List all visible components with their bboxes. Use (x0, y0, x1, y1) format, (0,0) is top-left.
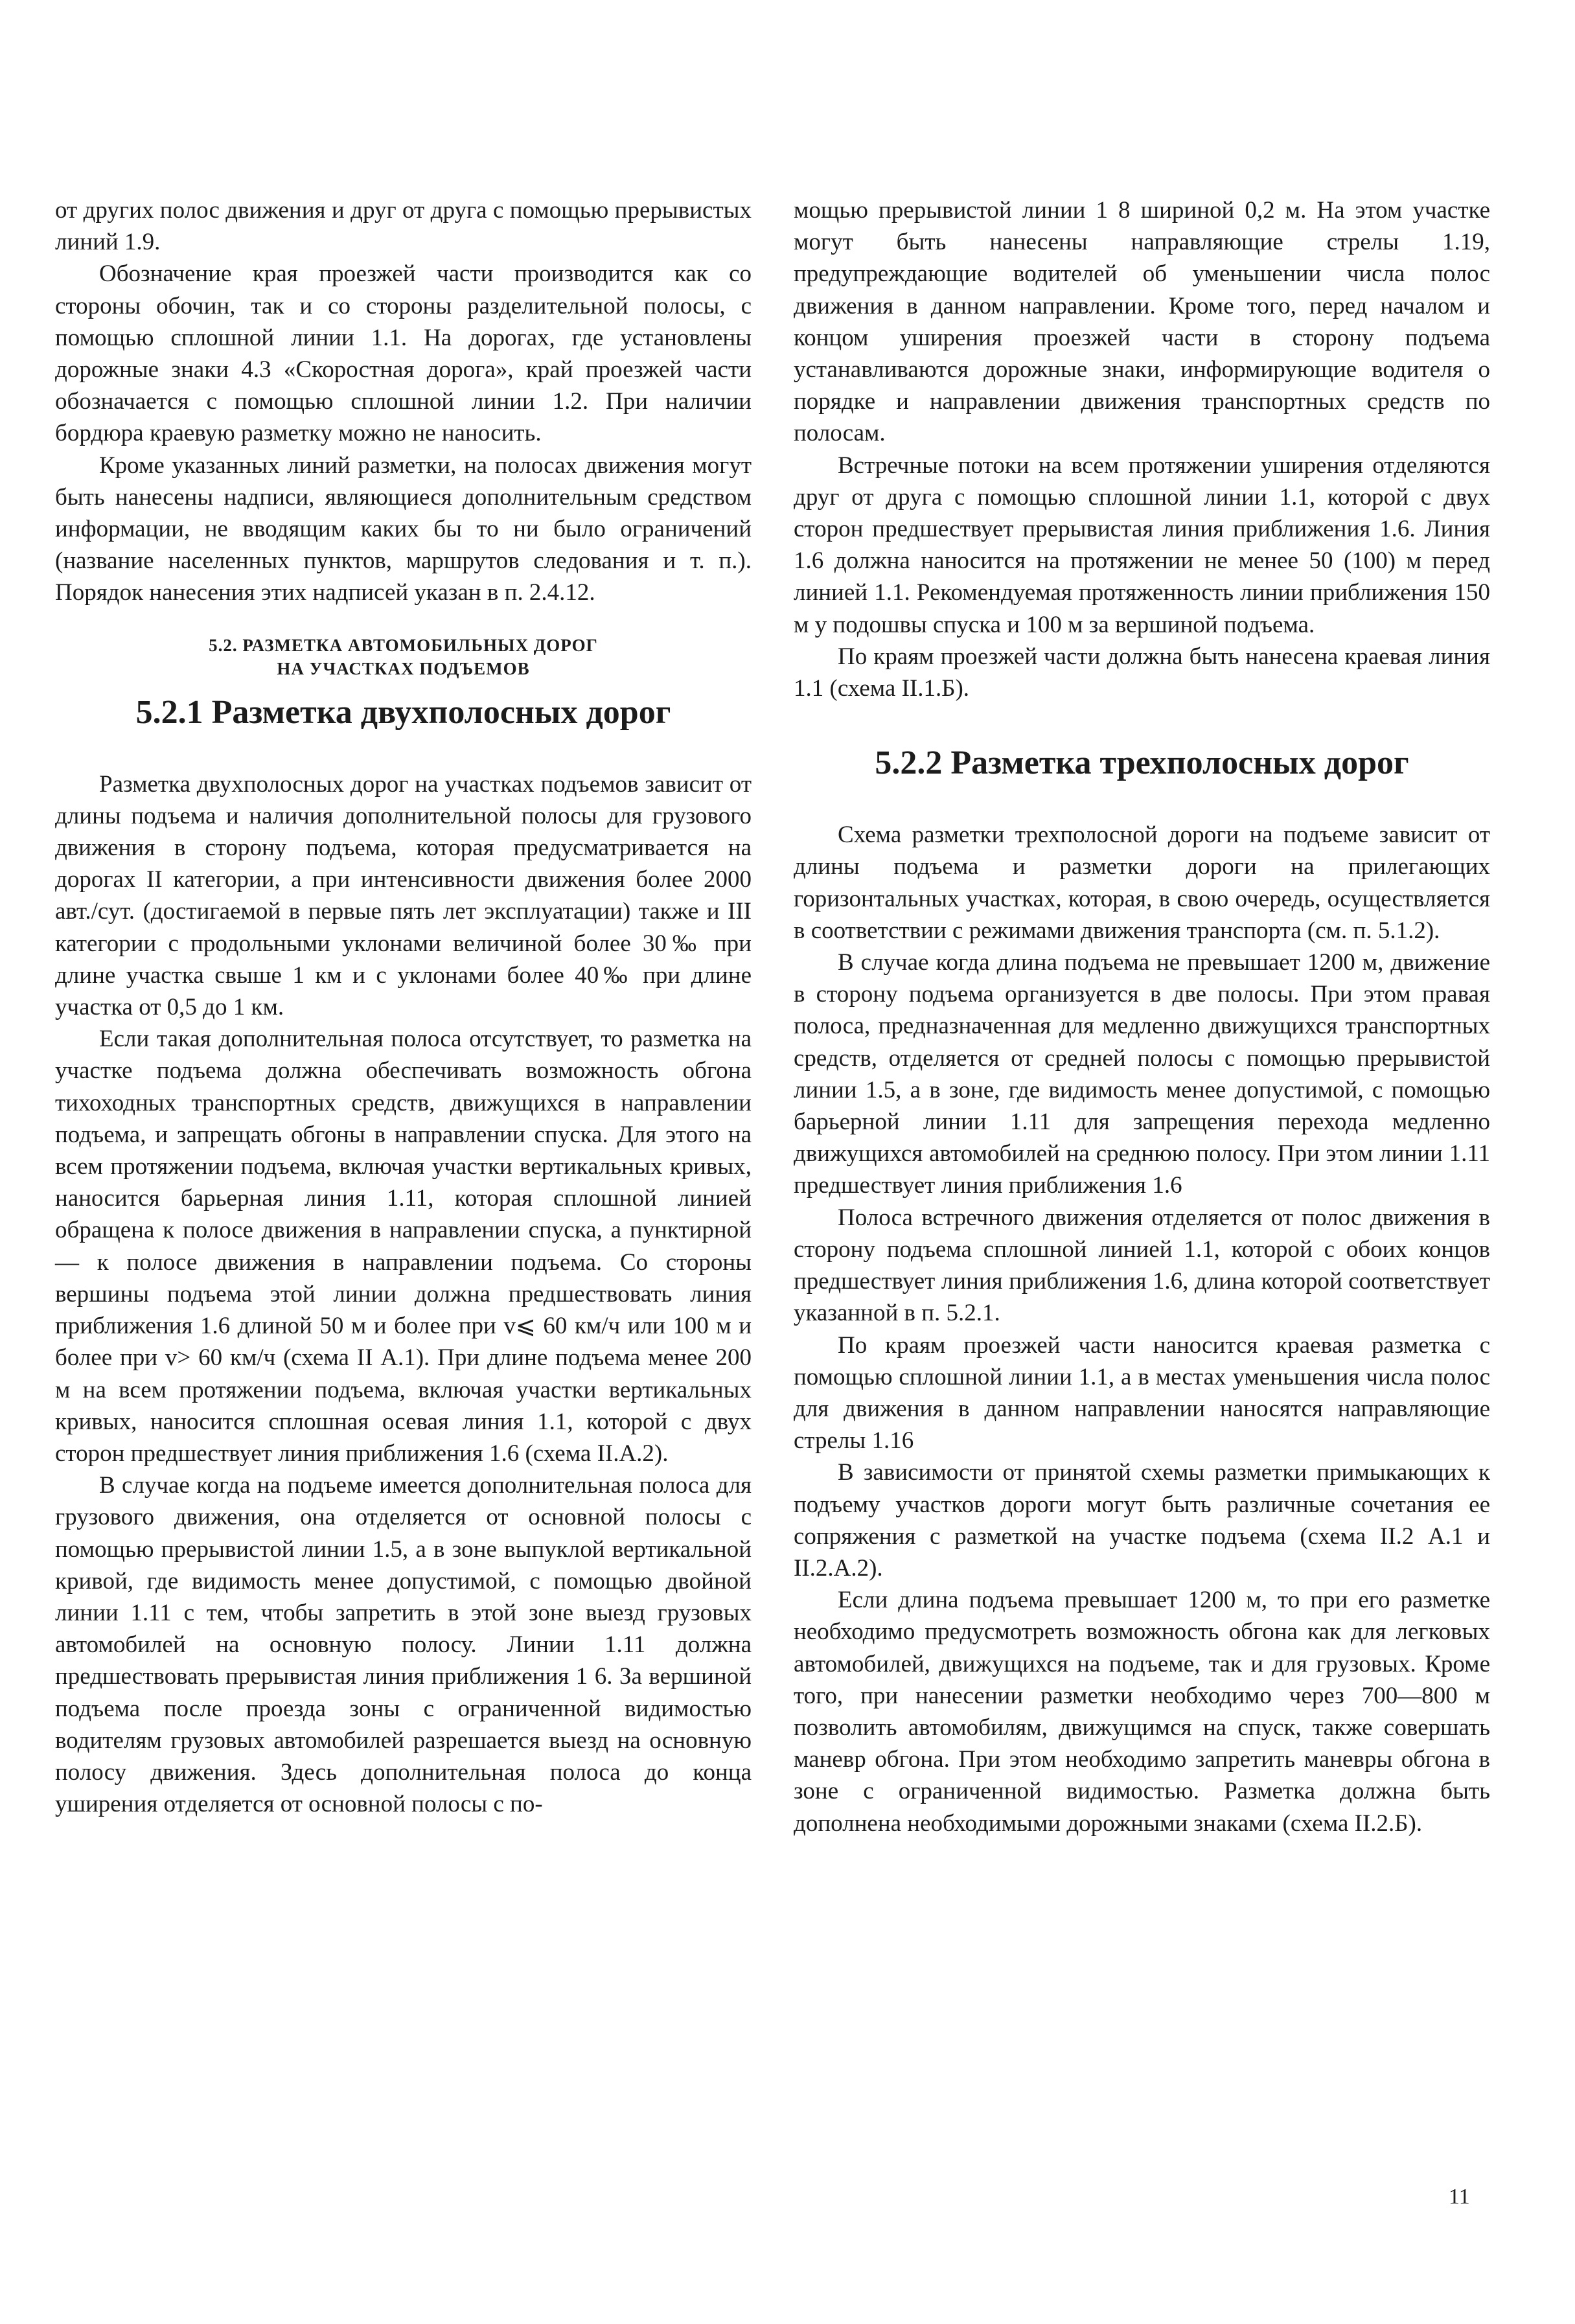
paragraph: мощью прерывистой линии 1 8 шириной 0,2 м. На этом участке могут быть нанесены направляющие стрелы 1.19, предупреждающие водителей об уменьшении числа полос движения в данном направлении. Кроме того, перед началом и концом уширения проезжей части в сторону подъема устанавливаются дорожные знаки, информирующие водителя о порядке и направлении движения транспортных средств по полосам. (794, 197, 1490, 447)
paragraph: Разметка двухполосных дорог на участках подъемов зависит от длины подъема и наличия дополнительной полосы для грузового движения в сторону подъема, которая предусматривается на дорогах II категории, а при интенсивности движения более 2000 авт./сут. (достигаемой в первые пять лет эксплуатации) также и III категории с продольными уклонами величиной более 30‰ при длине участка свыше 1 км и с уклонами более 40‰ при длине участка от 0,5 до 1 км. (55, 770, 752, 1021)
section-heading (55, 634, 752, 680)
paragraph: По краям проезжей части должна быть нанесена краевая линия 1.1 (схема II.1.Б). (794, 643, 1490, 702)
paragraph: В случае когда на подъеме имеется дополнительная полоса для грузового движения, она отделяется от основной полосы с помощью прерывистой линии 1.5, а в зоне выпуклой вертикальной кривой, где видимость менее допустимой, с помощью двойной линии 1.11 с тем, чтобы запретить в этой зоне выезд грузовых автомобилей на основную полосу. Линии 1.11 должна предшествовать прерывистая линия приближения 1 6. За вершиной подъема после проезда зоны с ограниченной видимостью водителям грузовых автомобилей разрешается выезд на основную полосу движения. Здесь дополнительная полоса до конца уширения отделяется от основной полосы с по- (55, 1472, 752, 1818)
paragraph: Если длина подъема превышает 1200 м, то при его разметке необходимо предусмотреть возможность обгона как для легковых автомобилей, движущихся на подъеме, так и для грузовых. Кроме того, при нанесении разметки необходимо через 700—800 м позволить автомобилям, движущимся на спуск, также совершать маневр обгона. При этом необходимо запретить маневры обгона в зоне с ограниченной видимостью. Разметка должна быть дополнена необходимыми дорожными знаками (схема II.2.Б). (794, 1587, 1490, 1837)
left-column (55, 194, 752, 1820)
paragraph: Обозначение края проезжей части производится как со стороны обочин, так и со стороны разделительной полосы, с помощью сплошной линии 1.1. На дорогах, где установлены дорожные знаки 4.3 «Скоростная дорога», край проезжей части обозначается с помощью сплошной линии 1.2. При наличии бордюра краевую разметку можно не наносить. (55, 260, 752, 447)
page-number: 11 (1449, 2185, 1470, 2209)
paragraph: Встречные потоки на всем протяжении уширения отделяются друг от друга с помощью сплошной линии 1.1, которой с двух сторон предшествует прерывистая линия приближения 1.6. Линия 1.6 должна наносится на протяжении не менее 50 (100) м перед линией 1.1. Рекомендуемая протяженность линии приближения 150 м у подошвы спуска и 100 м за вершиной подъема. (794, 452, 1490, 638)
paragraph: Полоса встречного движения отделяется от полос движения в сторону подъема сплошной линией 1.1, которой с обоих концов предшествует линия приближения 1.6, длина которой соответствует указанной в п. 5.2.1. (794, 1204, 1490, 1327)
section-heading-line: НА УЧАСТКАХ ПОДЪЕМОВ (277, 658, 530, 678)
paragraph: Если такая дополнительная полоса отсутствует, то разметка на участке подъема должна обеспечивать возможность обгона тихоходных транспортных средств, движущихся в направлении подъема, и запрещать обгоны в направлении спуска. Для этого на всем протяжении подъема, включая участки вертикальных кривых, наносится барьерная линия 1.11, которая сплошной линией обращена к полосе движения в направлении спуска, а пунктирной — к полосе движения в направлении подъема. Со стороны вершины подъема этой линии должна предшествовать линия приближения 1.6 длиной 50 м и более при v⩽ 60 км/ч или 100 м и более при v> 60 км/ч (схема II А.1). При длине подъема менее 200 м на всем протяжении подъема, включая участки вертикальных кривых, наносится сплошная осевая линия 1.1, которой с двух сторон предшествует линия приближения 1.6 (схема II.А.2). (55, 1026, 752, 1467)
subsection-heading: 5.2.1 Разметка двухполосных дорог (135, 693, 671, 731)
paragraph: от других полос движения и друг от друга с помощью прерывистых линий 1.9. (55, 197, 752, 256)
right-column (794, 194, 1490, 1839)
paragraph: По краям проезжей части наносится краевая разметка с помощью сплошной линии 1.1, а в местах уменьшения числа полос для движения в данном направлении наносятся направляющие стрелы 1.16 (794, 1331, 1490, 1455)
section-heading-line: 5.2. РАЗМЕТКА АВТОМОБИЛЬНЫХ ДОРОГ (209, 635, 598, 655)
paragraph: Кроме указанных линий разметки, на полосах движения могут быть нанесены надписи, являющиеся дополнительным средством информации, не вводящим каких бы то ни было ограничений (название населенных пунктов, маршрутов следования и т. п.). Порядок нанесения этих надписей указан в п. 2.4.12. (55, 452, 752, 606)
paragraph: В зависимости от принятой схемы разметки примыкающих к подъему участков дороги могут быть различные сочетания ее сопряжения с разметкой на участке подъема (схема II.2 А.1 и II.2.А.2). (794, 1459, 1490, 1582)
paragraph: В случае когда длина подъема не превышает 1200 м, движение в сторону подъема организуется в две полосы. При этом правая полоса, предназначенная для медленно движущихся транспортных средств, отделяется от средней полосы с помощью прерывистой линии 1.5, а в зоне, где видимость менее допустимой, с помощью барьерной линии 1.11 для запрещения перехода медленно движущихся автомобилей на среднюю полосу. При этом линии 1.11 предшествует линия приближения 1.6 (794, 949, 1490, 1199)
subsection-heading: 5.2.2 Разметка трехполосных дорог (875, 744, 1409, 782)
paragraph: Схема разметки трехполосной дороги на подъеме зависит от длины подъема и разметки дороги на прилегающих горизонтальных участках, которая, в свою очередь, осуществляется в соответствии с режимами движения транспорта (см. п. 5.1.2). (794, 822, 1490, 944)
